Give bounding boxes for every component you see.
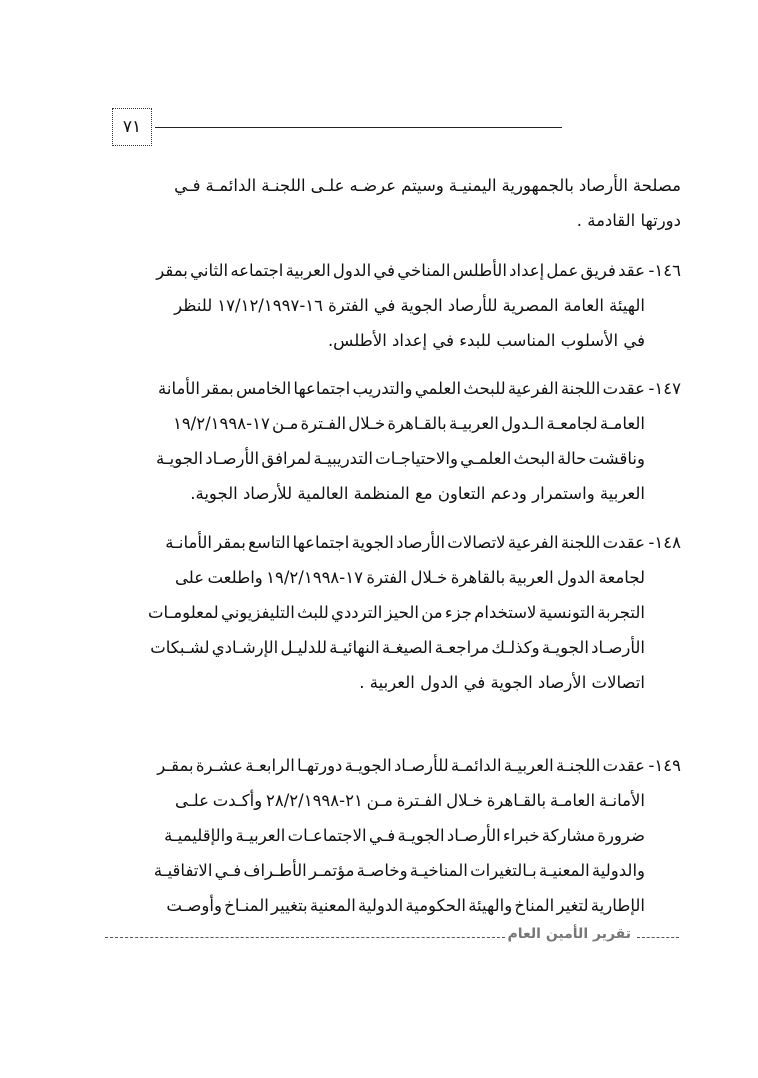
text-line-content: الهيئة العامة المصرية للأرصاد الجوية في الفترة ١٦-١٧/١٢/١٩٩٧ للنظر [174, 296, 645, 315]
text-line [147, 600, 645, 626]
text-line [165, 530, 645, 556]
header-rule [155, 127, 562, 128]
text-line [172, 411, 645, 437]
text-line [157, 753, 645, 779]
item-number: ١٤٧- [648, 379, 681, 398]
text-line [155, 446, 645, 472]
text-line-content: في الأسلوب المناسب للبدء في إعداد الأطلس. [327, 331, 645, 350]
text-line-content: مصلحة الأرصاد بالجمهورية اليمنيـة وسيتم عرضـه علـى اللجنـة الدائمـة فـي [174, 176, 681, 195]
item-number: ١٤٨- [648, 533, 681, 552]
item-number: ١٤٦- [648, 261, 681, 280]
text-line-content: اتصالات الأرصاد الجوية في الدول العربية . [359, 673, 645, 692]
text-line-content: عقدت اللجنـة العربيـة الدائمـة للأرصـاد الجويـة دورتهـا الرابعـة عشـرة بمقـر [157, 756, 645, 775]
text-line-content: لجامعة الدول العربية بالقاهرة خـلال الفترة ١٧-١٩/٢/١٩٩٨ واطلعت على [175, 568, 645, 587]
text-line-content: وناقشت حالة البحث العلمـي والاحتياجـات التدريبيـة لمرافق الأرصـاد الجويـة [155, 449, 645, 468]
text-line-content: الإطارية لتغير المناخ والهيئة الحكومية الدولية المعنية بتغيير المنـاخ وأوصـت [166, 896, 645, 915]
text-line-content: والدولية المعنيـة بـالتغيرات المناخيـة وخاصـة مؤتمـر الأطـراف فـي الاتفاقيـة [153, 861, 645, 880]
text-line-content: عقدت اللجنة الفرعية لاتصالات الأرصاد الجوية اجتماعها التاسع بمقر الأمانـة [165, 533, 645, 552]
text-line [156, 258, 645, 284]
text-line-content: ضرورة مشاركة خبراء الأرصـاد الجويـة فـي الاجتماعـات العربيـة والإقليميـة [164, 826, 645, 845]
footer-title: تقرير الأمين العام [507, 926, 631, 942]
item-number: ١٤٩- [648, 756, 681, 775]
footer [105, 926, 679, 946]
footer-rule [105, 937, 505, 938]
text-line [153, 858, 645, 884]
text-line-content: العامـة لجامعـة الـدول العربيـة بالقـاهرة خـلال الفـترة مـن ١٧-١٩/٢/١٩٩٨ [172, 414, 645, 433]
text-line [150, 635, 645, 661]
text-line-content: الأمانـة العامـة بالقـاهرة خـلال الفـترة مـن ٢١-٢٨/٢/١٩٩٨ وأكـدت علـى [175, 791, 645, 810]
text-line [164, 823, 645, 849]
text-line-content: الأرصـاد الجويـة وكذلـك مراجعـة الصيغـة النهائيـة للدليـل الإرشـادي لشـبكات [150, 638, 645, 657]
text-line [158, 376, 645, 402]
text-line-content: العربية واستمرار ودعم التعاون مع المنظمة العالمية للأرصاد الجوية. [190, 484, 645, 503]
text-line [175, 565, 645, 591]
text-line [175, 788, 645, 814]
footer-rule-short [637, 937, 679, 938]
page-number: ٧١ [112, 108, 152, 146]
text-line [175, 328, 645, 354]
text-line [175, 670, 645, 696]
text-line [175, 481, 645, 507]
text-line [166, 893, 645, 919]
text-line [175, 293, 645, 319]
text-line-content: عقدت اللجنة الفرعية للبحث العلمي والتدريب اجتماعها الخامس بمقر الأمانة [158, 379, 645, 398]
text-line-content: دورتها القادمة . [576, 211, 681, 230]
text-line-content: عقد فريق عمل إعداد الأطلس المناخي في الدول العربية اجتماعه الثاني بمقر [156, 261, 645, 280]
text-line [175, 173, 681, 199]
text-line [175, 208, 681, 234]
text-line-content: التجربة التونسية لاستخدام جزء من الحيز الترددي للبث التليفزيوني لمعلومـات [147, 603, 645, 622]
